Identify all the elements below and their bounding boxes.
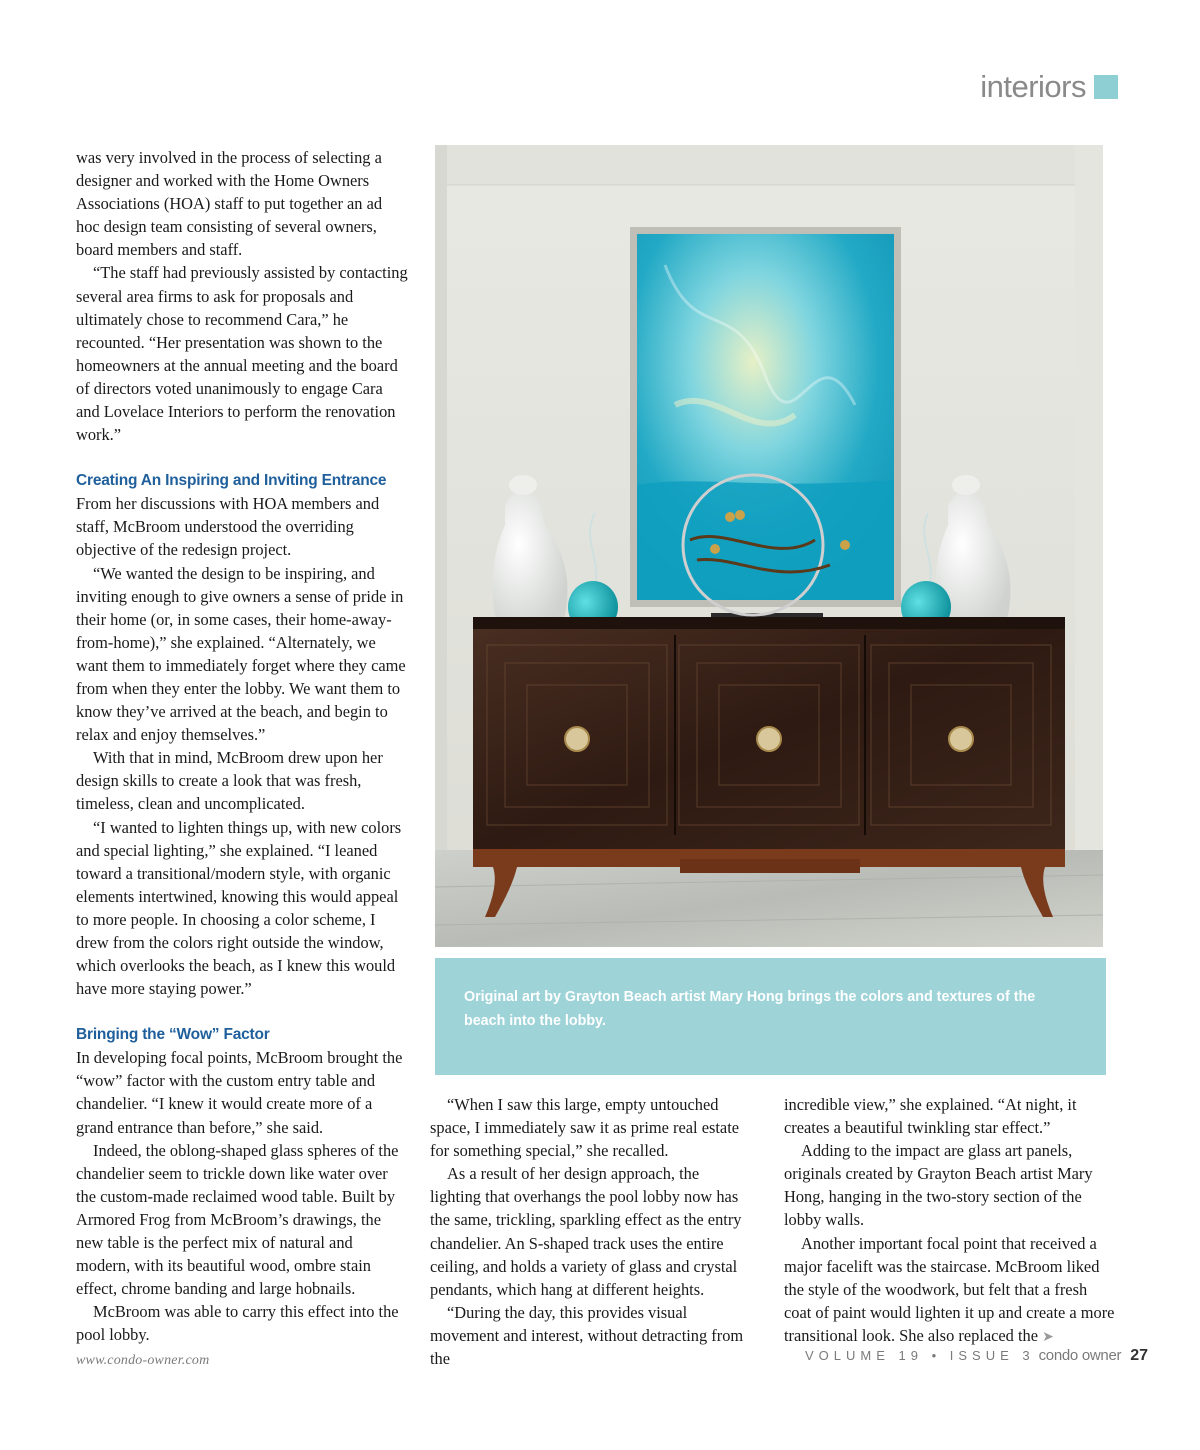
paragraph: From her discussions with HOA members and staff, McBroom understood the overriding objective of the redesign project. <box>76 494 380 560</box>
text-column-3 <box>784 1093 1116 1349</box>
footer-folio <box>805 1347 1148 1369</box>
paragraph: McBroom was able to carry this effect into the pool lobby. <box>76 1302 399 1345</box>
paragraph: was very involved in the process of selecting a designer and worked with the Home Owners Associations (HOA) staff to put together an ad hoc design team consisting of several owners, board members and staff. <box>76 148 383 260</box>
paragraph: Indeed, the oblong-shaped glass spheres of the chandelier seem to trickle down like water over the custom-made reclaimed wood table. Built by Armored Frog from McBroom’s drawings, the new table is the perfect mix of natural and modern, with its beautiful wood, ombre stain effect, chrome banding and large hobnails. <box>76 1140 399 1299</box>
paragraph: “When I saw this large, empty untouched space, I immediately saw it as prime real estate for something special,” she recalled. <box>430 1095 740 1161</box>
lobby-photo <box>435 145 1103 947</box>
paragraph: As a result of her design approach, the lighting that overhangs the pool lobby now has the same, trickling, sparkling effect as the entry chandelier. An S-shaped track uses the entire ceiling, and holds a variety of glass and crystal pendants, which hang at different heights. <box>430 1164 742 1299</box>
section-label: interiors <box>980 69 1086 104</box>
footer-publication: condo owner <box>1038 1347 1122 1364</box>
footer-volume: VOLUME 19 • ISSUE 3 <box>805 1348 1035 1363</box>
paragraph: incredible view,” she explained. “At night, it creates a beautiful twinkling star effect.” <box>784 1095 1077 1138</box>
footer-website: www.condo-owner.com <box>76 1353 210 1368</box>
subheading: Creating An Inspiring and Inviting Entrance <box>76 472 387 490</box>
paragraph: “We wanted the design to be inspiring, and inviting enough to give owners a sense of pride in their home (or, in some cases, their home-away-from-home),” she explained. “Alternately, we want them to immediately forget where they came from when they enter the lobby. We want them to know they’ve arrived at the beach, and begin to relax and enjoy themselves.” <box>76 563 406 745</box>
paragraph-text: Another important focal point that received a major facelift was the staircase. McBroom liked the style of the woodwork, but felt that a fresh coat of paint would lighten it up and create a more transitional look. She also replaced the <box>784 1233 1115 1345</box>
subheading: Bringing the “Wow” Factor <box>76 1026 270 1044</box>
paragraph: “During the day, this provides visual movement and interest, without detracting from the <box>430 1302 744 1369</box>
paragraph: With that in mind, McBroom drew upon her design skills to create a look that was fresh, timeless, clean and uncomplicated. <box>76 748 383 814</box>
section-accent-square <box>1094 75 1118 99</box>
text-column-2 <box>430 1093 752 1370</box>
page-number: 27 <box>1130 1347 1148 1364</box>
paragraph: Adding to the impact are glass art panels, originals created by Grayton Beach artist Mary Hong, hanging in the two-story section of the lobby walls. <box>784 1141 1093 1230</box>
photo-caption: Original art by Grayton Beach artist Mary Hong brings the colors and textures of the beach into the lobby. <box>435 958 1106 1075</box>
paragraph: In developing focal points, McBroom brought the “wow” factor with the custom entry table and chandelier. “I knew it would create more of a grand entrance than before,” she said. <box>76 1048 403 1137</box>
text-column-1 <box>76 146 408 1347</box>
continue-arrow-icon: ➤ <box>1042 1328 1054 1345</box>
paragraph: “I wanted to lighten things up, with new colors and special lighting,” she explained. “I leaned toward a transitional/modern style, with organic elements intertwined, knowing this would appeal to more people. In choosing a color scheme, I drew from the colors right outside the window, which overlooks the beach, as I knew this would have more staying power.” <box>76 817 402 999</box>
paragraph: “The staff had previously assisted by contacting several area firms to ask for proposals and ultimately chose to recommend Cara,” he recounted. “Her presentation was shown to the homeowners at the annual meeting and the board of directors voted unanimously to engage Cara and Lovelace Interiors to perform the renovation work.” <box>76 263 408 445</box>
section-header <box>980 70 1118 104</box>
paragraph <box>784 1232 1116 1349</box>
